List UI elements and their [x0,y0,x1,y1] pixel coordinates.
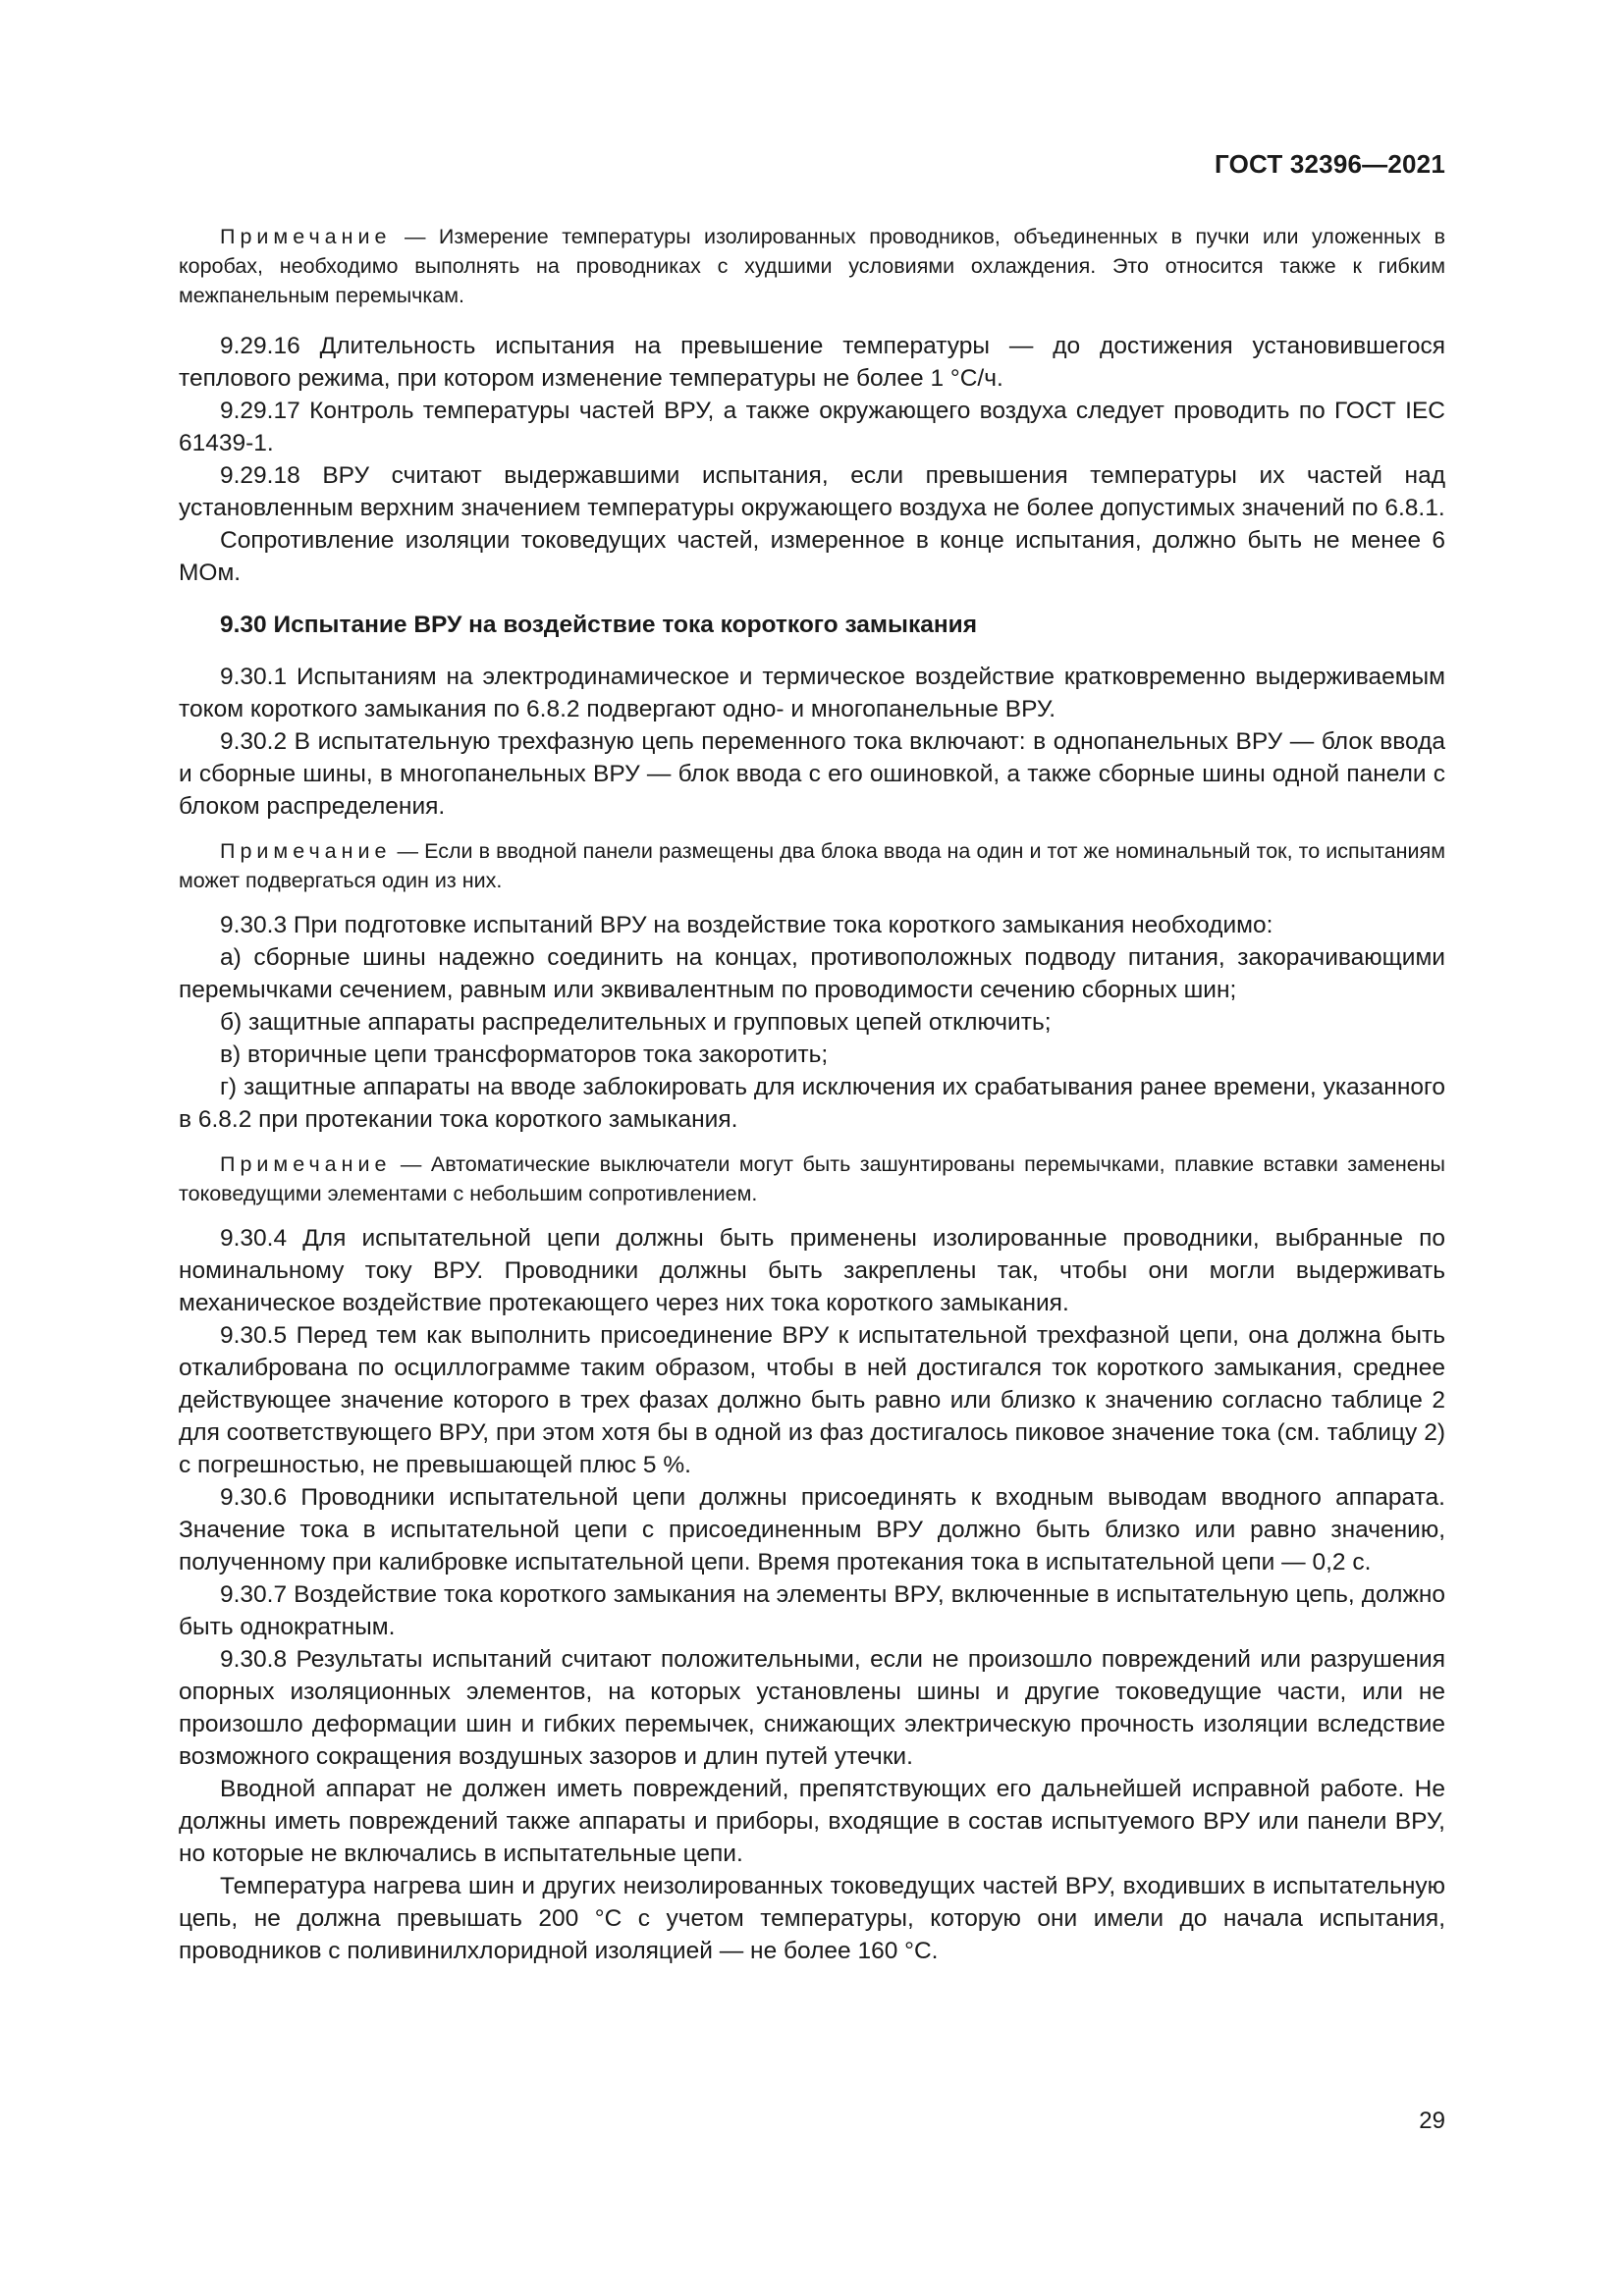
note-temperature-measurement [179,222,1445,310]
note-label: Примечание [220,839,392,863]
paragraph-9-30-2: 9.30.2 В испытательную трехфазную цепь переменного тока включают: в однопанельных ВРУ — блок ввода и сборные шины, в многопанельных ВРУ — блок ввода с его ошиновкой, а также сборные шины одной панели с блоком распределения. [179,728,1445,820]
list-item-g: г) защитные аппараты на вводе заблокировать для исключения их срабатывания ранее времени, указанного в 6.8.2 при протекании тока короткого замыкания. [179,1074,1445,1133]
paragraph-9-29-18: 9.29.18 ВРУ считают выдержавшими испытания, если превышения температуры их частей над установленным верхним значением температуры окружающего воздуха не более допустимых значений по 6.8.1. [179,462,1445,521]
paragraph-9-29-17: 9.29.17 Контроль температуры частей ВРУ, а также окружающего воздуха следует проводить по ГОСТ IEC 61439-1. [179,398,1445,456]
note-text: — Автоматические выключатели могут быть зашунтированы перемычками, плавкие вставки заменены токоведущими элементами с небольшим сопротивлением. [179,1152,1445,1205]
paragraph-9-30-4: 9.30.4 Для испытательной цепи должны быть применены изолированные проводники, выбранные по номинальному току ВРУ. Проводники должны быть закреплены так, чтобы они могли выдерживать механическое воздействие протекающего через них тока короткого замыкания. [179,1225,1445,1316]
paragraph-temperature-limit: Температура нагрева шин и других неизолированных токоведущих частей ВРУ, входивших в испытательную цепь, не должна превышать 200 °С с учетом температуры, которую они имели до начала испытания, проводников с поливинилхлоридной изоляцией — не более 160 °С. [179,1873,1445,1964]
paragraph-9-30-6: 9.30.6 Проводники испытательной цепи должны присоединять к входным выводам вводного аппарата. Значение тока в испытательной цепи с присоединенным ВРУ должно быть близко или равно значению, полученному при калибровке испытательной цепи. Время протекания тока в испытательной цепи — 0,2 с. [179,1484,1445,1575]
note-label: Примечание [220,1152,392,1176]
paragraph-9-29-16: 9.29.16 Длительность испытания на превышение температуры — до достижения установившегося теплового режима, при котором изменение температуры не более 1 °С/ч. [179,333,1445,392]
section-heading-9-30: 9.30 Испытание ВРУ на воздействие тока короткого замыкания [220,612,978,638]
paragraph-9-30-5: 9.30.5 Перед тем как выполнить присоединение ВРУ к испытательной трехфазной цепи, она должна быть откалибрована по осциллограмме таким образом, чтобы в ней достигался ток короткого замыкания, среднее действующее значение которого в трех фазах должно быть равно или близко к значению согласно таблице 2 для соответствующего ВРУ, при этом хотя бы в одной из фаз достигалось пиковое значение тока (см. таблицу 2) с погрешностью, не превышающей плюс 5 %. [179,1322,1445,1478]
document-standard-header: ГОСТ 32396—2021 [1215,149,1445,179]
paragraph-9-30-7: 9.30.7 Воздействие тока короткого замыкания на элементы ВРУ, включенные в испытательную цепь, должно быть однократным. [179,1581,1445,1640]
list-item-v: в) вторичные цепи трансформаторов тока закоротить; [220,1041,829,1068]
paragraph-9-30-3: 9.30.3 При подготовке испытаний ВРУ на воздействие тока короткого замыкания необходимо: [220,912,1273,938]
note-text: — Измерение температуры изолированных проводников, объединенных в пучки или уложенных в коробах, необходимо выполнять на проводниках с худшими условиями охлаждения. Это относится также к гибким межпанельным перемычкам. [179,225,1445,307]
note-input-blocks [179,836,1445,895]
paragraph-input-device: Вводной аппарат не должен иметь повреждений, препятствующих его дальнейшей исправной работе. Не должны иметь повреждений также аппараты и приборы, входящие в состав испытуемого ВРУ или панели ВРУ, но которые не включались в испытательные цепи. [179,1776,1445,1867]
page-number: 29 [1419,2108,1445,2134]
page-content [179,222,1445,1967]
note-label: Примечание [220,225,392,248]
note-circuit-breakers [179,1149,1445,1208]
paragraph-9-30-8: 9.30.8 Результаты испытаний считают положительными, если не произошло повреждений или разрушения опорных изоляционных элементов, на которых установлены шины и другие токоведущие части, или не произошло деформации шин и гибких перемычек, снижающих электрическую прочность изоляции вследствие возможного сокращения воздушных зазоров и длин путей утечки. [179,1646,1445,1770]
list-item-b: б) защитные аппараты распределительных и групповых цепей отключить; [220,1009,1052,1036]
paragraph-insulation-resistance: Сопротивление изоляции токоведущих частей, измеренное в конце испытания, должно быть не менее 6 МОм. [179,527,1445,586]
note-text: — Если в вводной панели размещены два блока ввода на один и тот же номинальный ток, то испытаниям может подвергаться один из них. [179,839,1445,892]
paragraph-9-30-1: 9.30.1 Испытаниям на электродинамическое и термическое воздействие кратковременно выдерживаемым током короткого замыкания по 6.8.2 подвергают одно- и многопанельные ВРУ. [179,664,1445,722]
list-item-a: а) сборные шины надежно соединить на концах, противоположных подводу питания, закорачивающими перемычками сечением, равным или эквивалентным по проводимости сечению сборных шин; [179,944,1445,1003]
